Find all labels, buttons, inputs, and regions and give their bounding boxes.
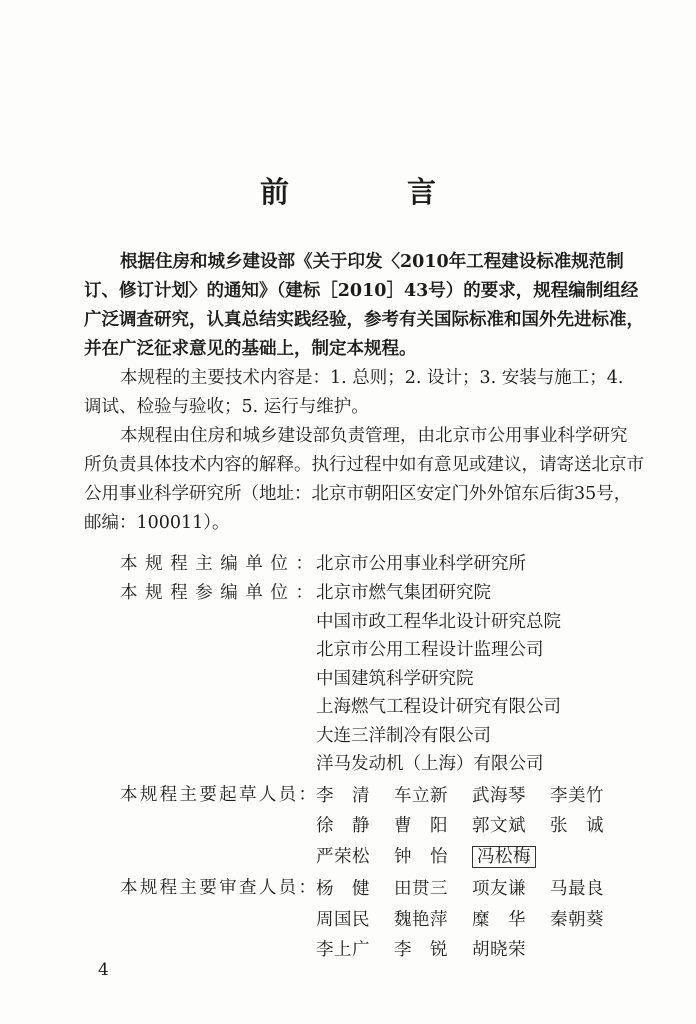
participating-unit: 大连三洋制冷有限公司 xyxy=(316,725,491,746)
reviewer-name: 马最良 xyxy=(550,879,604,899)
chief-unit-row xyxy=(120,550,650,579)
participating-unit: 中国建筑科学研究院 xyxy=(316,668,474,689)
participating-unit: 北京市燃气集团研究院 xyxy=(316,583,491,603)
credits-section xyxy=(120,550,650,966)
paragraph-2: 本规程的主要技术内容是：1. 总则；2. 设计；3. 安装与施工；4. 调试、检验与验收；5. 运行与维护。 xyxy=(84,368,624,417)
drafter-name: 张 诚 xyxy=(550,816,604,836)
drafter-name: 严荣松 xyxy=(316,846,370,867)
participating-unit: 北京市公用工程设计监理公司 xyxy=(316,640,544,660)
reviewer-name: 秦朝葵 xyxy=(550,909,604,930)
reviewer-name: 胡晓荣 xyxy=(472,940,526,960)
reviewer-name: 魏艳萍 xyxy=(394,909,448,930)
participating-units-row xyxy=(120,579,650,779)
drafter-name: 李 清 xyxy=(316,785,370,806)
drafter-name: 曹 阳 xyxy=(394,816,448,836)
page-title: 前 言 xyxy=(259,175,491,209)
drafter-name: 郭文斌 xyxy=(472,816,526,836)
chief-unit: 北京市公用事业科学研究所 xyxy=(316,554,526,574)
reviewers-row xyxy=(120,874,650,966)
reviewers-label: 本规程主要审查人员： xyxy=(120,878,316,898)
participating-units-label: 本规程参编单位： xyxy=(120,583,316,603)
participating-unit: 上海燃气工程设计研究有限公司 xyxy=(316,697,561,717)
reviewer-name: 周国民 xyxy=(316,909,370,930)
drafter-name: 车立新 xyxy=(394,785,448,806)
drafter-name: 徐 静 xyxy=(316,816,370,836)
reviewer-name: 田贯三 xyxy=(394,879,448,899)
paragraph-1: 根据住房和城乡建设部《关于印发〈2010年工程建设标准规范制订、修订计划〉的通知》（建标［2010］43号）的要求，规程编制组经广泛调查研究，认真总结实践经验，参考有关国际标准和国外先进标准，并在广泛征求意见的基础上，制定本规程。 xyxy=(84,252,644,359)
reviewer-name: 杨 健 xyxy=(316,879,370,899)
page-number: 4 xyxy=(98,960,109,980)
participating-unit: 洋马发动机（上海）有限公司 xyxy=(316,754,544,774)
preface-body xyxy=(84,248,644,538)
drafter-name: 钟 怡 xyxy=(394,846,448,867)
drafter-name-highlighted xyxy=(472,842,550,873)
drafters-row xyxy=(120,781,650,873)
reviewer-name: 糜 华 xyxy=(472,909,526,930)
paragraph-3: 本规程由住房和城乡建设部负责管理，由北京市公用事业科学研究所负责具体技术内容的解释。执行过程中如有意见或建议，请寄送北京市公用事业科学研究所（地址：北京市朝阳区安定门外外馆东后街35号，邮编：100011）。 xyxy=(84,426,644,533)
drafter-name: 李美竹 xyxy=(550,785,604,806)
drafters-label: 本规程主要起草人员： xyxy=(120,784,316,805)
participating-unit: 中国市政工程华北设计研究总院 xyxy=(316,611,561,632)
reviewer-name: 李上广 xyxy=(316,940,370,960)
drafter-name: 冯松梅 xyxy=(472,846,536,868)
chief-unit-label: 本规程主编单位： xyxy=(120,554,316,574)
reviewer-name: 李 锐 xyxy=(394,940,448,960)
reviewer-name: 项友谦 xyxy=(472,879,526,899)
drafter-name: 武海琴 xyxy=(472,785,526,806)
